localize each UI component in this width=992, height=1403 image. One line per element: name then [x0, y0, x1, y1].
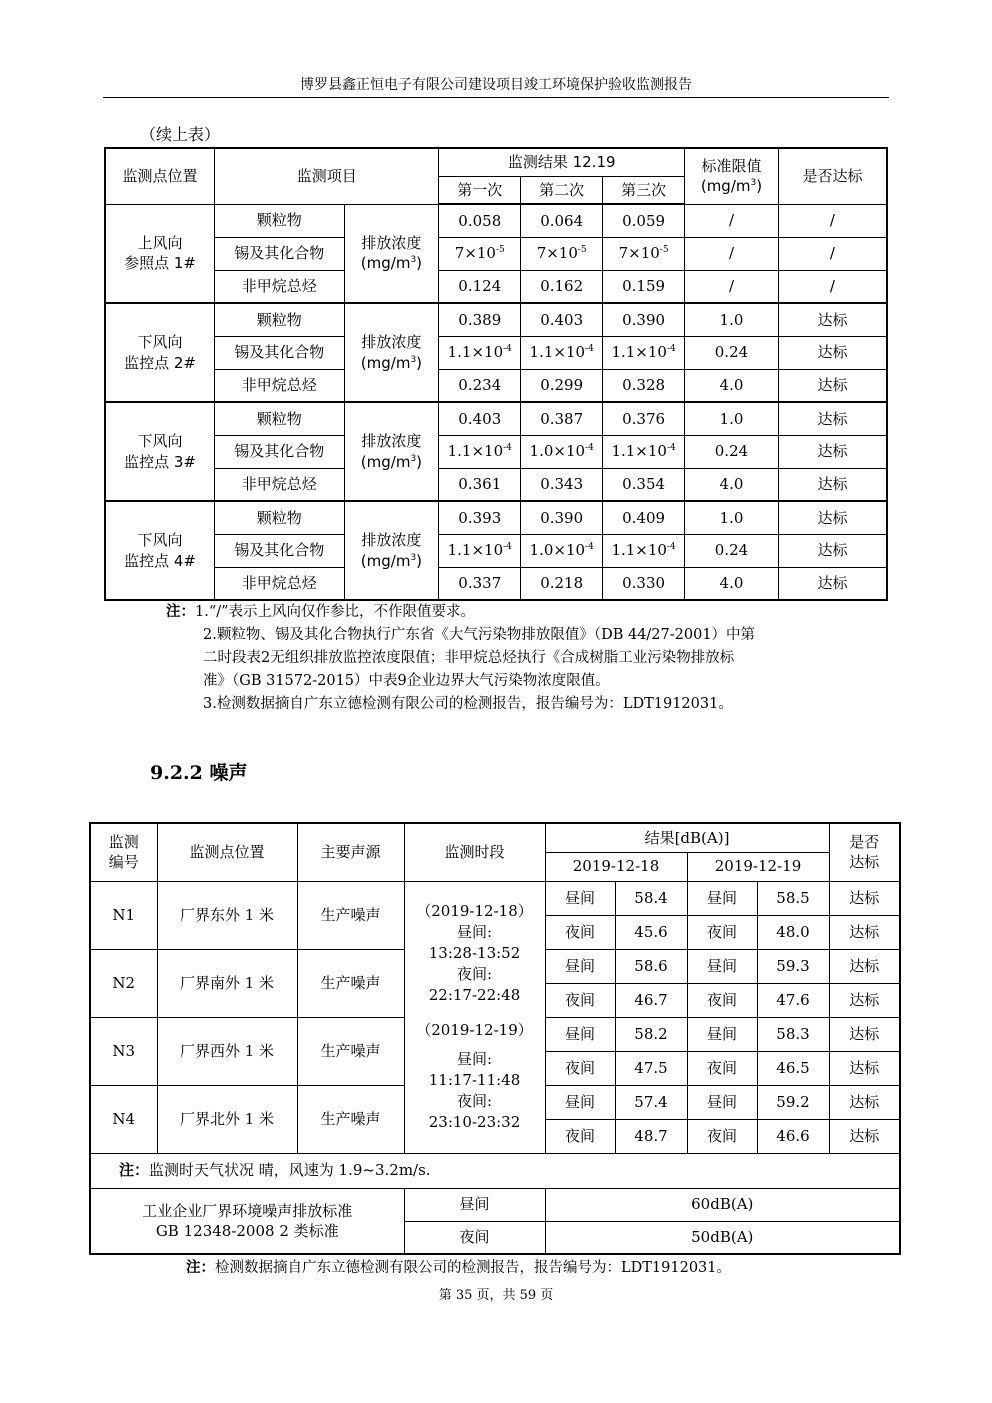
compliant-cell: 达标 — [778, 402, 887, 435]
location-cell: 下风向 监控点 3# — [105, 402, 215, 501]
standard-day-label: 昼间 — [404, 1188, 545, 1221]
air-row — [105, 270, 887, 303]
period-label: 夜间 — [545, 915, 615, 949]
noise-value: 48.0 — [757, 915, 829, 949]
air-row — [105, 237, 887, 270]
concentration-cell: 排放浓度 $(mg/m^3)$ — [344, 501, 439, 600]
value-cell: $1.1\times 10^{-4}$ — [439, 336, 521, 369]
period-label: 昼间 — [687, 949, 757, 983]
value-cell: $7\times 10^{-5}$ — [603, 237, 685, 270]
period-label: 夜间 — [545, 1051, 615, 1085]
air-row — [105, 204, 887, 237]
page-header: 博罗县鑫正恒电子有限公司建设项目竣工环境保护验收监测报告 — [300, 77, 692, 93]
standard-night-label: 夜间 — [404, 1221, 545, 1254]
value-cell: $1.1\times 10^{-4}$ — [603, 435, 685, 468]
noise-value: 46.5 — [757, 1051, 829, 1085]
header-compliant: 是否达标 — [778, 148, 887, 204]
noise-source: 生产噪声 — [297, 1017, 404, 1085]
value-cell: 0.064 — [521, 204, 603, 237]
noise-header-compliant: 是否 达标 — [829, 823, 900, 881]
value-cell: $1.1\times 10^{-4}$ — [603, 534, 685, 567]
value-cell: 0.403 — [521, 303, 603, 336]
value-cell: $1.0\times 10^{-4}$ — [521, 435, 603, 468]
limit-cell: / — [685, 270, 779, 303]
value-cell: $1.1\times 10^{-4}$ — [521, 336, 603, 369]
period-label: 昼间 — [545, 1085, 615, 1119]
air-row — [105, 534, 887, 567]
value-cell: 0.330 — [603, 567, 685, 600]
header-limit: 标准限值 $(mg/m^3)$ — [685, 148, 779, 204]
period-label: 夜间 — [545, 983, 615, 1017]
compliant-cell: 达标 — [778, 435, 887, 468]
compliant-cell: 达标 — [778, 501, 887, 534]
noise-id: N2 — [90, 949, 157, 1017]
noise-footnote: 注：检测数据摘自广东立德检测有限公司的检测报告，报告编号为：LDT1912031。 — [186, 1259, 732, 1276]
header-result: 监测结果 12.19 — [439, 148, 685, 176]
limit-cell: / — [685, 204, 779, 237]
noise-value: 46.6 — [757, 1119, 829, 1153]
value-cell: 0.403 — [439, 402, 521, 435]
noise-row — [90, 881, 900, 915]
concentration-cell: 排放浓度 $(mg/m^3)$ — [344, 204, 439, 303]
pollutant-cell: 锡及其化合物 — [215, 336, 344, 369]
value-cell: 0.124 — [439, 270, 521, 303]
pollutant-cell: 锡及其化合物 — [215, 237, 344, 270]
air-monitoring-table — [104, 147, 888, 601]
value-cell: 0.059 — [603, 204, 685, 237]
period-label: 夜间 — [687, 983, 757, 1017]
period-label: 昼间 — [687, 1017, 757, 1051]
value-cell: 0.390 — [521, 501, 603, 534]
pollutant-cell: 锡及其化合物 — [215, 435, 344, 468]
page-number: 第 35 页，共 59 页 — [438, 1288, 554, 1303]
value-cell: 0.387 — [521, 402, 603, 435]
noise-header-period: 监测时段 — [404, 823, 545, 881]
concentration-cell: 排放浓度 $(mg/m^3)$ — [344, 402, 439, 501]
noise-standard: 工业企业厂界环境噪声排放标准 GB 12348-2008 2 类标准 — [90, 1188, 404, 1254]
period-label: 夜间 — [545, 1119, 615, 1153]
value-cell: 0.159 — [603, 270, 685, 303]
air-row — [105, 501, 887, 534]
compliant-cell: / — [778, 270, 887, 303]
value-cell: 0.234 — [439, 369, 521, 402]
continued-label: （续上表） — [140, 125, 221, 144]
header-rule — [103, 97, 889, 98]
noise-value: 47.6 — [757, 983, 829, 1017]
noise-value: 57.4 — [615, 1085, 687, 1119]
air-row — [105, 369, 887, 402]
noise-compliant: 达标 — [829, 915, 900, 949]
header-third: 第三次 — [603, 176, 685, 204]
noise-value: 58.3 — [757, 1017, 829, 1051]
limit-cell: 4.0 — [685, 468, 779, 501]
compliant-cell: 达标 — [778, 567, 887, 600]
noise-value: 58.5 — [757, 881, 829, 915]
noise-id: N1 — [90, 881, 157, 949]
noise-header-id: 监测 编号 — [90, 823, 157, 881]
monitoring-period: （2019-12-18） 昼间: 13:28-13:52 夜间: 22:17-22:48 （2019-12-19） 昼间: 11:17-11:48 夜间: 23:10-23:32 — [404, 881, 545, 1153]
pollutant-cell: 颗粒物 — [215, 303, 344, 336]
value-cell: 0.058 — [439, 204, 521, 237]
noise-compliant: 达标 — [829, 1051, 900, 1085]
limit-cell: 4.0 — [685, 369, 779, 402]
noise-value: 46.7 — [615, 983, 687, 1017]
noise-id: N4 — [90, 1085, 157, 1153]
noise-value: 58.4 — [615, 881, 687, 915]
limit-cell: 1.0 — [685, 303, 779, 336]
compliant-cell: 达标 — [778, 303, 887, 336]
compliant-cell: 达标 — [778, 534, 887, 567]
period-label: 昼间 — [687, 881, 757, 915]
compliant-cell: 达标 — [778, 369, 887, 402]
value-cell: 0.299 — [521, 369, 603, 402]
standard-day-limit: 60dB(A) — [545, 1188, 900, 1221]
air-row — [105, 303, 887, 336]
limit-cell: 0.24 — [685, 534, 779, 567]
pollutant-cell: 非甲烷总烃 — [215, 468, 344, 501]
value-cell: $1.1\times 10^{-4}$ — [439, 435, 521, 468]
pollutant-cell: 非甲烷总烃 — [215, 567, 344, 600]
header-item: 监测项目 — [215, 148, 439, 204]
noise-source: 生产噪声 — [297, 949, 404, 1017]
period-label: 昼间 — [545, 881, 615, 915]
value-cell: 0.354 — [603, 468, 685, 501]
value-cell: 0.389 — [439, 303, 521, 336]
noise-source: 生产噪声 — [297, 1085, 404, 1153]
noise-compliant: 达标 — [829, 949, 900, 983]
noise-location: 厂界东外 1 米 — [157, 881, 297, 949]
value-cell: 0.162 — [521, 270, 603, 303]
compliant-cell: 达标 — [778, 468, 887, 501]
value-cell: 0.376 — [603, 402, 685, 435]
limit-cell: 0.24 — [685, 336, 779, 369]
air-row — [105, 336, 887, 369]
header-second: 第二次 — [521, 176, 603, 204]
period-label: 昼间 — [545, 1017, 615, 1051]
air-row — [105, 402, 887, 435]
limit-cell: 0.24 — [685, 435, 779, 468]
limit-cell: 1.0 — [685, 402, 779, 435]
noise-value: 58.2 — [615, 1017, 687, 1051]
value-cell: 0.361 — [439, 468, 521, 501]
value-cell: 0.328 — [603, 369, 685, 402]
noise-source: 生产噪声 — [297, 881, 404, 949]
value-cell: $1.0\times 10^{-4}$ — [521, 534, 603, 567]
pollutant-cell: 颗粒物 — [215, 204, 344, 237]
period-label: 昼间 — [687, 1085, 757, 1119]
air-row — [105, 468, 887, 501]
period-label: 夜间 — [687, 915, 757, 949]
noise-location: 厂界南外 1 米 — [157, 949, 297, 1017]
limit-cell: / — [685, 237, 779, 270]
location-cell: 下风向 监控点 4# — [105, 501, 215, 600]
air-row — [105, 567, 887, 600]
noise-monitoring-table — [89, 822, 901, 1255]
header-first: 第一次 — [439, 176, 521, 204]
compliant-cell: / — [778, 204, 887, 237]
noise-header-location: 监测点位置 — [157, 823, 297, 881]
value-cell: 0.390 — [603, 303, 685, 336]
limit-cell: 4.0 — [685, 567, 779, 600]
period-label: 夜间 — [687, 1051, 757, 1085]
noise-compliant: 达标 — [829, 1119, 900, 1153]
value-cell: $1.1\times 10^{-4}$ — [603, 336, 685, 369]
location-cell: 上风向 参照点 1# — [105, 204, 215, 303]
compliant-cell: 达标 — [778, 336, 887, 369]
pollutant-cell: 锡及其化合物 — [215, 534, 344, 567]
noise-value: 45.6 — [615, 915, 687, 949]
air-notes: 注：1.“/”表示上风向仅作参比，不作限值要求。 2.颗粒物、锡及其化合物执行广东省《大气污染物排放限值》（DB 44/27-2001）中第 二时段表2无组织排放监控浓度限值；非甲烷总烃执行《合成树脂工业污染物排放标 准》（GB 31572-2015）中表9企业边界大气污染物浓度限值。 3.检测数据摘自广东立德检测有限公司的检测报告，报告编号为：LDT1912031。 — [166, 603, 756, 712]
limit-cell: 1.0 — [685, 501, 779, 534]
pollutant-cell: 非甲烷总烃 — [215, 369, 344, 402]
noise-compliant: 达标 — [829, 881, 900, 915]
noise-value: 48.7 — [615, 1119, 687, 1153]
noise-location: 厂界西外 1 米 — [157, 1017, 297, 1085]
period-label: 昼间 — [545, 949, 615, 983]
noise-id: N3 — [90, 1017, 157, 1085]
noise-header-result: 结果[dB(A)] — [545, 823, 829, 852]
standard-night-limit: 50dB(A) — [545, 1221, 900, 1254]
noise-value: 59.3 — [757, 949, 829, 983]
noise-value: 59.2 — [757, 1085, 829, 1119]
noise-compliant: 达标 — [829, 1017, 900, 1051]
location-cell: 下风向 监控点 2# — [105, 303, 215, 402]
noise-compliant: 达标 — [829, 1085, 900, 1119]
value-cell: 0.218 — [521, 567, 603, 600]
section-title: 9.2.2 噪声 — [150, 762, 248, 784]
pollutant-cell: 颗粒物 — [215, 501, 344, 534]
concentration-cell: 排放浓度 $(mg/m^3)$ — [344, 303, 439, 402]
noise-value: 58.6 — [615, 949, 687, 983]
noise-compliant: 达标 — [829, 983, 900, 1017]
value-cell: 0.409 — [603, 501, 685, 534]
noise-header-date2: 2019-12-19 — [687, 852, 829, 881]
value-cell: $7\times 10^{-5}$ — [439, 237, 521, 270]
pollutant-cell: 非甲烷总烃 — [215, 270, 344, 303]
value-cell: $1.1\times 10^{-4}$ — [439, 534, 521, 567]
value-cell: 0.393 — [439, 501, 521, 534]
air-row — [105, 435, 887, 468]
noise-value: 47.5 — [615, 1051, 687, 1085]
weather-note: 注：监测时天气状况 晴，风速为 1.9~3.2m/s. — [90, 1153, 900, 1188]
period-label: 夜间 — [687, 1119, 757, 1153]
value-cell: 0.337 — [439, 567, 521, 600]
value-cell: $7\times 10^{-5}$ — [521, 237, 603, 270]
noise-header-source: 主要声源 — [297, 823, 404, 881]
noise-location: 厂界北外 1 米 — [157, 1085, 297, 1153]
value-cell: 0.343 — [521, 468, 603, 501]
noise-header-date1: 2019-12-18 — [545, 852, 687, 881]
compliant-cell: / — [778, 237, 887, 270]
header-location: 监测点位置 — [105, 148, 215, 204]
pollutant-cell: 颗粒物 — [215, 402, 344, 435]
